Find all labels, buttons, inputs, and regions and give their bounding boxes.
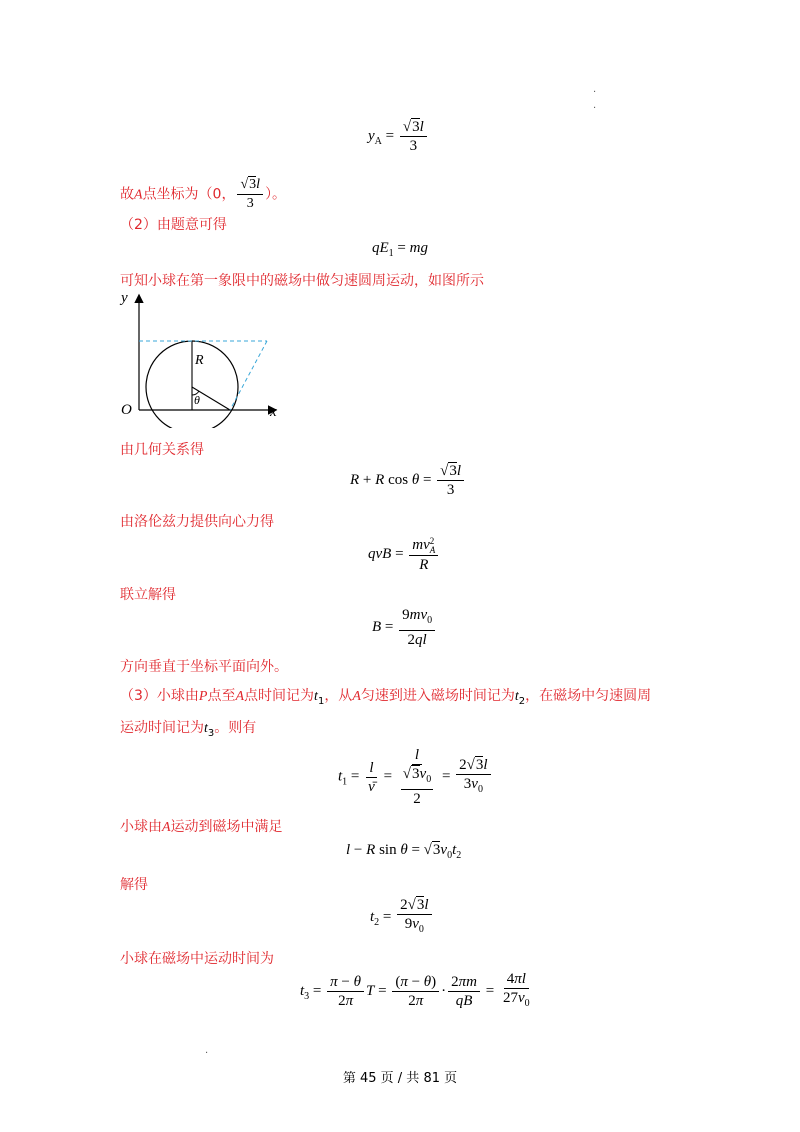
part3-line2: 运动时间记为$t_3$。则有	[120, 720, 257, 739]
geometry-text: 由几何关系得	[120, 442, 204, 458]
angle-label: θ	[194, 393, 200, 407]
circular-motion-figure	[115, 288, 285, 428]
equation-l-rsin: l − R $\sin \theta = √3v_0t_2$	[346, 842, 462, 861]
equation-qe-mg: $qE_1$ = mg	[372, 240, 428, 259]
circle-motion-text: 可知小球在第一象限中的磁场中做匀速圆周运动，如图所示	[120, 273, 484, 289]
equation-ya: $y_A$ = $\frac{√3l}{3}$	[368, 118, 429, 155]
equation-t1: $t_1$ = $\frac{l}{v}$ = l $√3v_0$ 2 = $\frac{2√3l}{3v_0}$	[338, 746, 493, 808]
y-label: y	[121, 290, 128, 306]
stray-dot: .	[205, 1045, 209, 1056]
stray-dot: .	[593, 84, 597, 95]
direction-text: 方向垂直于坐标平面向外。	[120, 659, 288, 675]
x-label: x	[270, 404, 277, 420]
radius-label: R	[195, 353, 204, 368]
ball-a-field-text: 小球由A运动到磁场中满足	[120, 819, 283, 835]
lorentz-text: 由洛伦兹力提供向心力得	[120, 514, 274, 530]
equation-t2: $t_2$ = $\frac{2√3l}{9v_0}$	[370, 896, 434, 939]
solve2-text: 解得	[120, 877, 148, 893]
equation-t3: $t_3$ = $\frac{\pi - \theta}{2\pi}$ T = $\frac{(\pi - \theta)}{2\pi}$ · $\frac{2\pi m}{qB}$ = $\frac{4\pi l}{27v_0}$	[300, 971, 530, 1009]
solve1-text: 联立解得	[120, 587, 176, 603]
stray-dot: .	[593, 100, 597, 111]
page-footer: 第 45 页 / 共 81 页	[342, 1071, 458, 1086]
equation-lorentz: qvB = mv 2 A R	[368, 536, 440, 574]
part2-heading: （2）由题意可得	[120, 217, 227, 233]
part3-line1: （3）小球由P点至A点时间记为$t_1$，从A匀速到进入磁场时间记为$t_2$，在磁场中匀速圆周	[120, 688, 652, 707]
time-in-field-text: 小球在磁场中运动时间为	[120, 951, 274, 967]
dashed-slant-line	[230, 341, 267, 410]
equation-b: B = $\frac{9mv_0}{2ql}$	[372, 606, 437, 649]
equation-geometry: R + R cos θ = $\frac{√3l}{3}$	[350, 462, 466, 499]
a-coordinate-text: 故A点坐标为（0， $\frac{√3l}{3}$ ）。	[120, 177, 287, 211]
origin-label: O	[121, 402, 132, 418]
